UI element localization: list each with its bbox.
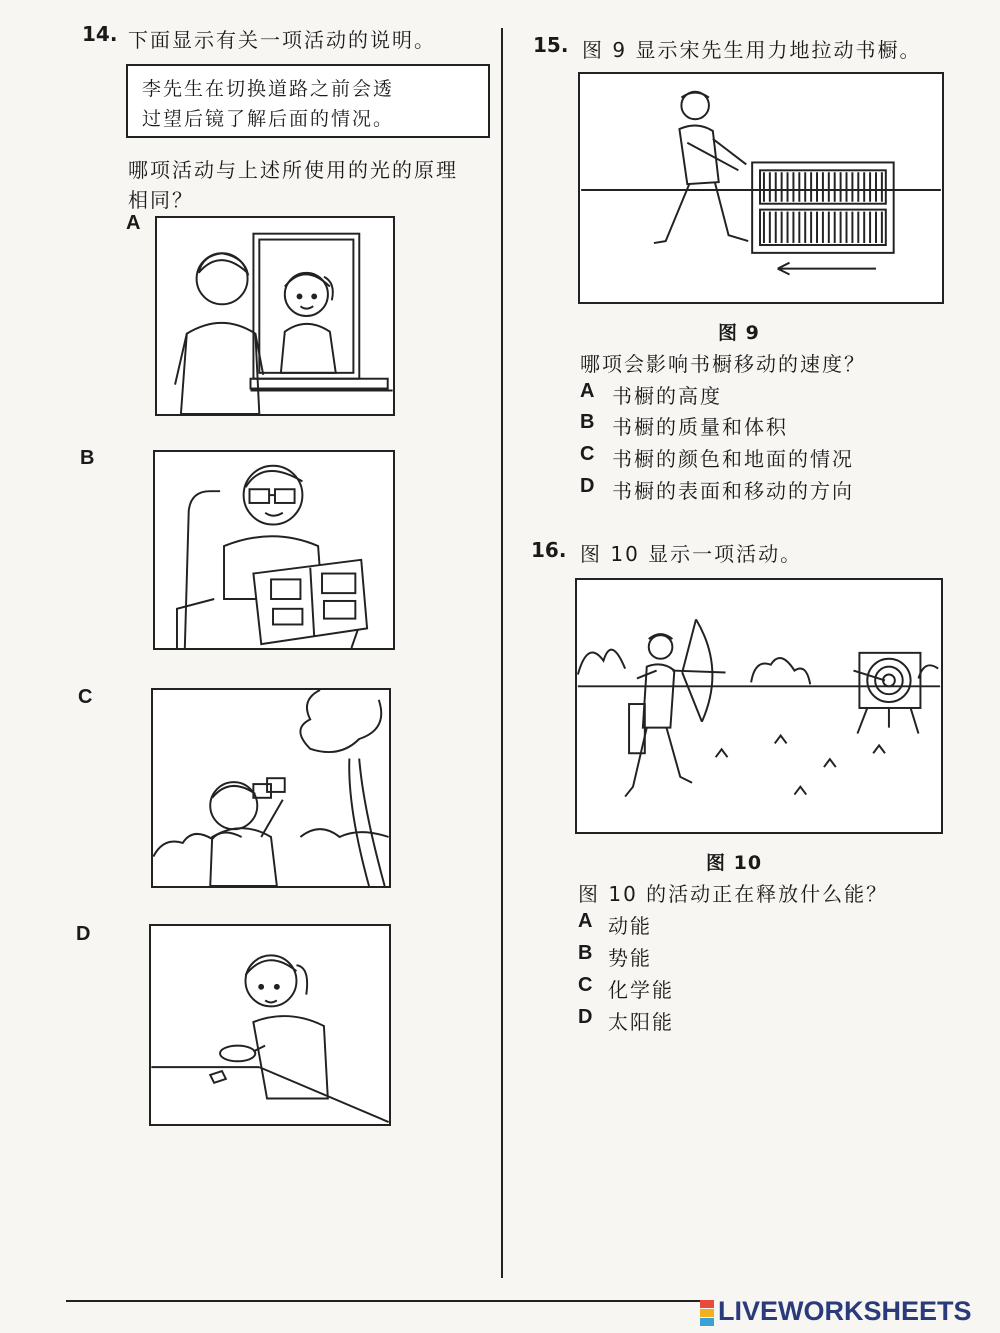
man-reading-newspaper-illustration-icon[interactable]	[153, 450, 395, 650]
footer-rule	[66, 1300, 706, 1302]
q14-box-line2: 过望后镜了解后面的情况。	[142, 108, 395, 130]
q16-option-d-letter[interactable]: D	[578, 1006, 593, 1028]
q16-figure-caption: 图 10	[706, 852, 763, 874]
boy-binoculars-illustration-icon[interactable]	[151, 688, 391, 888]
q16-option-c-letter[interactable]: C	[578, 974, 593, 996]
q16-stem: 图 10 显示一项活动。	[580, 542, 803, 566]
q14-box-line1: 李先生在切换道路之前会透	[142, 78, 395, 100]
q15-option-d-text[interactable]: 书橱的表面和移动的方向	[612, 479, 854, 503]
q16-option-b-text[interactable]: 势能	[608, 946, 652, 970]
girl-magnifying-glass-illustration-icon[interactable]	[149, 924, 391, 1126]
q16-number: 16.	[531, 538, 567, 562]
q15-option-c-letter[interactable]: C	[580, 443, 595, 465]
girl-mirror-illustration-icon[interactable]	[155, 216, 395, 416]
q16-option-c-text[interactable]: 化学能	[608, 978, 674, 1002]
q16-option-b-letter[interactable]: B	[578, 942, 593, 964]
q16-option-a-letter[interactable]: A	[578, 910, 593, 932]
q14-stem: 下面显示有关一项活动的说明。	[128, 28, 436, 52]
q14-option-b-letter[interactable]: B	[80, 447, 95, 469]
q15-number: 15.	[533, 33, 569, 57]
q15-question: 哪项会影响书橱移动的速度？	[580, 352, 866, 376]
man-pulling-bookcase-illustration-icon	[578, 72, 944, 304]
q16-option-a-text[interactable]: 动能	[608, 914, 652, 938]
column-divider	[501, 28, 503, 1278]
q14-number: 14.	[82, 22, 118, 46]
q15-option-a-letter[interactable]: A	[580, 380, 595, 402]
q14-question-line1: 哪项活动与上述所使用的光的原理	[128, 158, 458, 182]
q15-stem: 图 9 显示宋先生用力地拉动书橱。	[582, 38, 922, 62]
q14-question-line2: 相同？	[128, 188, 194, 212]
q15-option-b-text[interactable]: 书橱的质量和体积	[612, 415, 788, 439]
q15-option-b-letter[interactable]: B	[580, 411, 595, 433]
q14-option-a-letter[interactable]: A	[126, 212, 141, 234]
q15-option-a-text[interactable]: 书橱的高度	[612, 384, 722, 408]
q14-statement-box	[126, 64, 490, 138]
q15-figure-caption: 图 9	[718, 322, 760, 344]
q16-question: 图 10 的活动正在释放什么能？	[578, 882, 889, 906]
archery-illustration-icon	[575, 578, 943, 834]
q15-option-d-letter[interactable]: D	[580, 475, 595, 497]
q15-option-c-text[interactable]: 书橱的颜色和地面的情况	[612, 447, 854, 471]
q14-option-d-letter[interactable]: D	[76, 923, 91, 945]
q16-option-d-text[interactable]: 太阳能	[608, 1010, 674, 1034]
q14-option-c-letter[interactable]: C	[78, 686, 93, 708]
liveworksheets-logo-icon	[700, 1300, 714, 1326]
liveworksheets-watermark[interactable]: LIVEWORKSHEETS	[718, 1296, 972, 1326]
